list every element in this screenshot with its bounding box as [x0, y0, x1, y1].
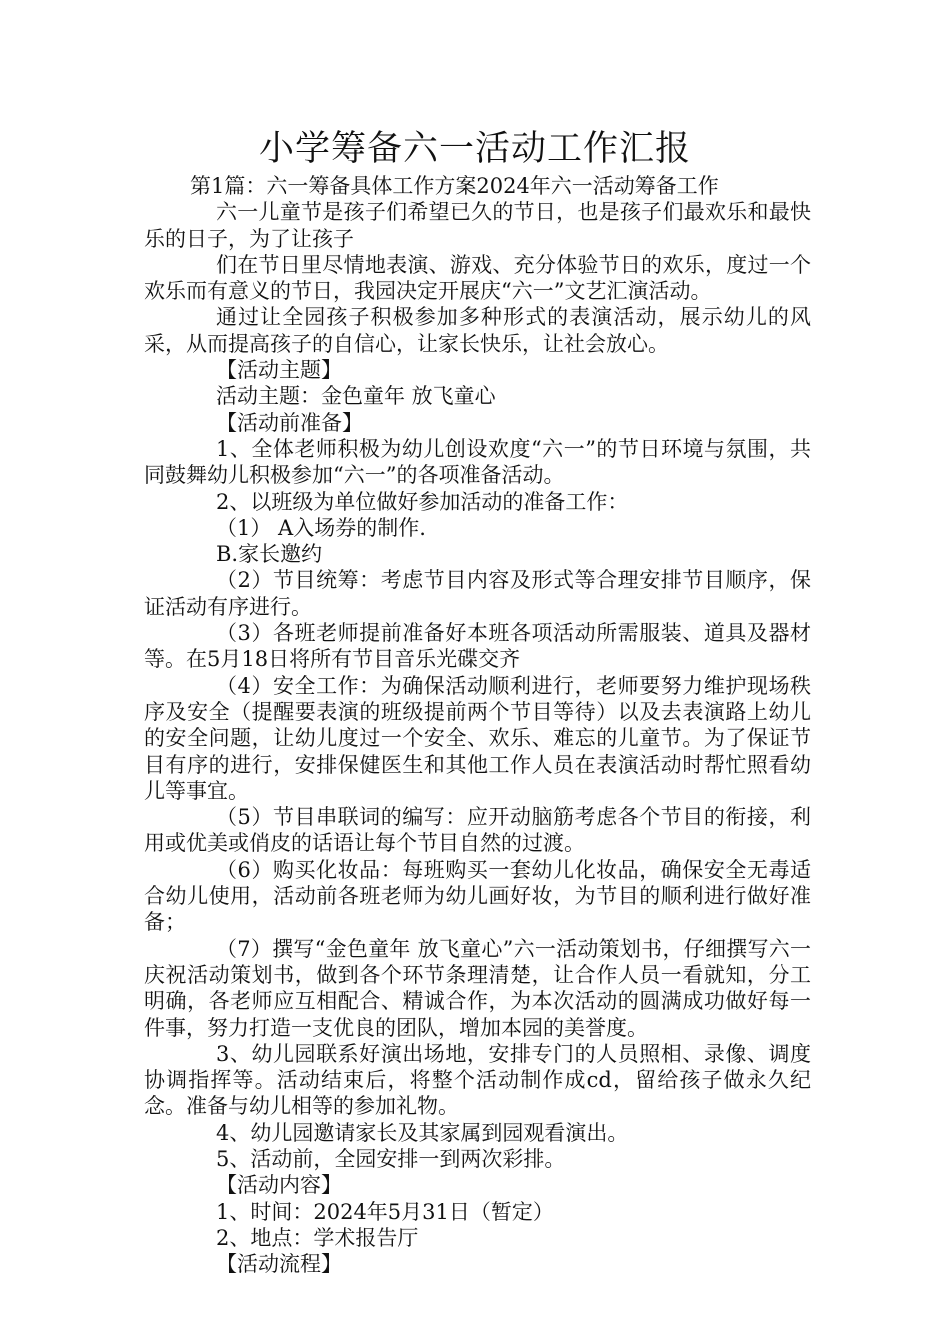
paragraph: （2）节目统筹：考虑节目内容及形式等合理安排节目顺序，保证活动有序进行。 — [144, 568, 811, 619]
section-heading: 【活动流程】 — [216, 1252, 342, 1277]
document-title: 小学筹备六一活动工作汇报 — [258, 129, 691, 169]
subtitle-line: 第1篇：六一筹备具体工作方案2024年六一活动筹备工作 — [190, 174, 719, 198]
paragraph: 活动主题：金色童年 放飞童心 — [216, 384, 496, 409]
paragraph: （3）各班老师提前准备好本班各项活动所需服装、道具及器材等。在5月18日将所有节目音乐光碟交齐 — [144, 621, 811, 672]
paragraph: 5、活动前，全园安排一到两次彩排。 — [216, 1146, 566, 1171]
paragraph: 1、全体老师积极为幼儿创设欢度“六一”的节日环境与氛围，共同鼓舞幼儿积极参加“六一”的各项准备活动。 — [144, 436, 811, 488]
paragraph: （5）节目串联词的编写：应开动脑筋考虑各个节目的衔接，利用或优美或俏皮的话语让每个节目自然的过渡。 — [144, 805, 811, 856]
paragraph: 3、幼儿园联系好演出场地，安排专门的人员照相、录像、调度协调指挥等。活动结束后，将整个活动制作成cd，留给孩子做永久纪念。准备与幼儿相等的参加礼物。 — [144, 1041, 811, 1119]
document-body — [144, 173, 811, 1277]
paragraph: （6）购买化妆品：每班购买一套幼儿化妆品，确保安全无毒适合幼儿使用，活动前各班老师为幼儿画好妆，为节目的顺利进行做好准备； — [144, 857, 811, 935]
section-heading: 【活动前准备】 — [216, 410, 363, 435]
paragraph: 1、时间：2024年5月31日（暂定） — [216, 1199, 554, 1224]
paragraph: （4）安全工作：为确保活动顺利进行，老师要努力维护现场秩序及安全（提醒要表演的班级提前两个节目等待）以及去表演路上幼儿的安全问题，让幼儿度过一个安全、欢乐、难忘的儿童节。为了保证节目有序的进行，安排保健医生和其他工作人员在表演活动时帮忙照看幼儿等事宜。 — [144, 673, 811, 803]
paragraph: 2、地点：学术报告厅 — [216, 1225, 419, 1250]
paragraph: 们在节日里尽情地表演、游戏、充分体验节日的欢乐，度过一个欢乐而有意义的节日，我园决定开展庆“六一”文艺汇演活动。 — [144, 252, 811, 304]
paragraph: （1） A入场券的制作. — [216, 515, 426, 540]
paragraph: 六一儿童节是孩子们希望已久的节日，也是孩子们最欢乐和最快乐的日子，为了让孩子 — [144, 200, 811, 251]
paragraph: （7）撰写“金色童年 放飞童心”六一活动策划书，仔细撰写六一庆祝活动策划书，做到各个环节条理清楚，让合作人员一看就知，分工明确，各老师应互相配合、精诚合作，为本次活动的圆满成功做好每一件事，努力打造一支优良的团队，增加本园的美誉度。 — [144, 936, 811, 1040]
section-heading: 【活动主题】 — [216, 358, 342, 383]
paragraph: B.家长邀约 — [216, 542, 323, 567]
paragraph: 4、幼儿园邀请家长及其家属到园观看演出。 — [216, 1120, 629, 1145]
paragraph: 2、以班级为单位做好参加活动的准备工作： — [216, 489, 629, 514]
section-heading: 【活动内容】 — [216, 1173, 342, 1198]
paragraph: 通过让全园孩子积极参加多种形式的表演活动，展示幼儿的风采，从而提高孩子的自信心，让家长快乐，让社会放心。 — [144, 305, 811, 356]
